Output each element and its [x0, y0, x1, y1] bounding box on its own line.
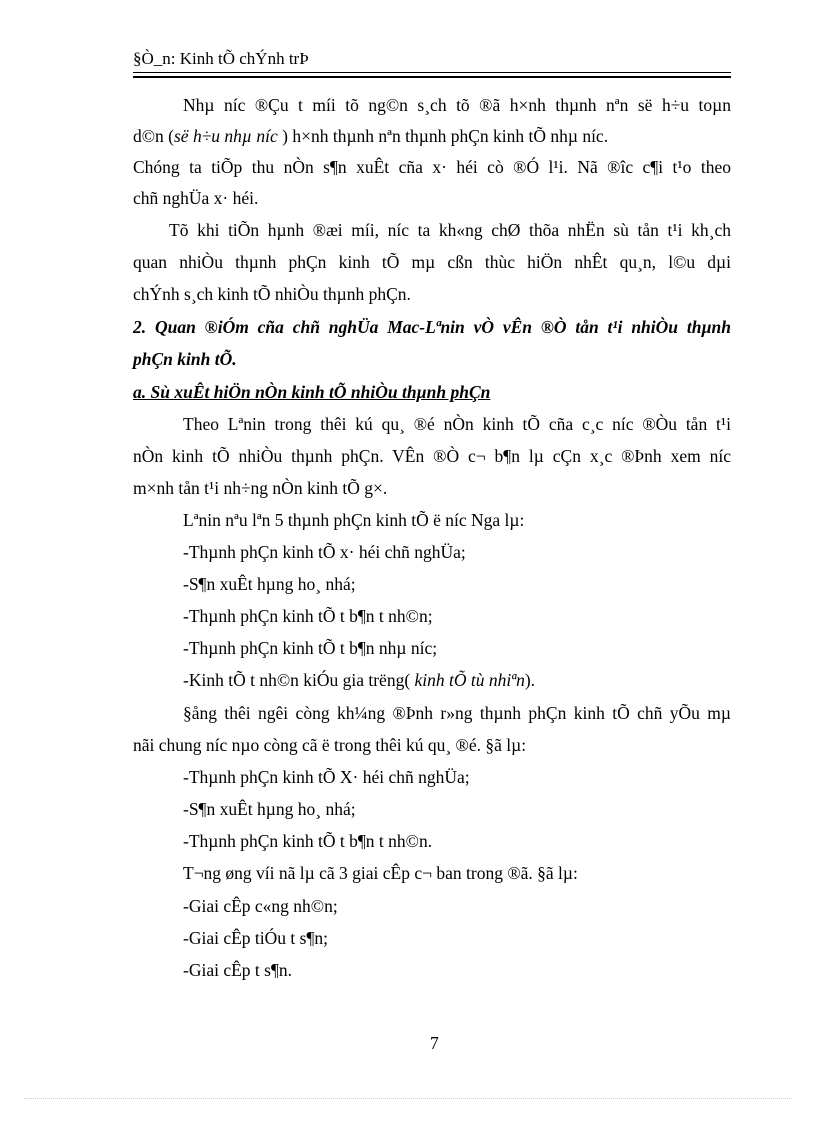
list-item: -Giai cÊp tiÓu t s¶n; [183, 928, 328, 948]
text-span: d©n ( [133, 126, 174, 146]
body-line: Tõ khi tiÕn hµnh ®æi míi, níc ta kh«ng chØ thõa nhËn sù tån t¹i kh¸ch [169, 220, 731, 240]
list-item: -Giai cÊp c«ng nh©n; [183, 896, 338, 916]
list-item: -S¶n xuÊt hµng ho¸ nhá; [183, 574, 356, 594]
text-span: ) h×nh thµnh nªn thµnh phÇn kinh tÕ nhµ níc. [277, 126, 609, 146]
list-item [183, 672, 535, 690]
header-rule-thin [133, 72, 731, 73]
subsection-heading: a. Sù xuÊt hiÖn nÒn kinh tÕ nhiÒu thµnh phÇn [133, 382, 491, 402]
header-rule-thick [133, 76, 731, 78]
italic-span: së h÷u nhµ níc [174, 126, 278, 146]
list-item: -Thµnh phÇn kinh tÕ X· héi chñ nghÜa; [183, 767, 470, 787]
body-line: chÝnh s¸ch kinh tÕ nhiÒu thµnh phÇn. [133, 284, 411, 304]
list-item: -Thµnh phÇn kinh tÕ x· héi chñ nghÜa; [183, 542, 466, 562]
body-line: Nhµ níc ®Çu t míi tõ ng©n s¸ch tõ ®ã h×nh thµnh nªn së h÷u toµn [183, 95, 731, 115]
body-line: Chóng ta tiÕp thu nÒn s¶n xuÊt cña x· héi cò ®Ó l¹i. Nã ®îc c¶i t¹o theo [133, 157, 731, 177]
list-item: -Thµnh phÇn kinh tÕ t b¶n nhµ níc; [183, 638, 438, 658]
body-line [133, 128, 608, 146]
list-item: -S¶n xuÊt hµng ho¸ nhá; [183, 799, 356, 819]
body-line: T¬ng øng víi nã lµ cã 3 giai cÊp c¬ ban trong ®ã. §ã lµ: [183, 863, 578, 883]
list-item: -Thµnh phÇn kinh tÕ t b¶n t nh©n. [183, 831, 433, 851]
body-line: quan nhiÒu thµnh phÇn kinh tÕ mµ cßn thùc hiÖn nhÊt qu¸n, l©u dµi [133, 252, 731, 272]
section-heading: phÇn kinh tÕ. [133, 349, 237, 369]
body-line: nãi chung níc nµo còng cã ë trong thêi kú qu¸ ®é. §ã lµ: [133, 735, 527, 755]
body-line: m×nh tån t¹i nh÷ng nÒn kinh tÕ g×. [133, 478, 388, 498]
text-span: ). [524, 670, 536, 690]
page-edge-divider [24, 1098, 792, 1099]
list-item: -Thµnh phÇn kinh tÕ t b¶n t nh©n; [183, 606, 433, 626]
body-line: chñ nghÜa x· héi. [133, 188, 259, 208]
body-line: nÒn kinh tÕ nhiÒu thµnh phÇn. VÊn ®Ò c¬ b¶n lµ cÇn x¸c ®Þnh xem níc [133, 446, 731, 466]
italic-span: kinh tÕ tù nhiªn [414, 670, 525, 690]
body-line: Lªnin nªu lªn 5 thµnh phÇn kinh tÕ ë níc Nga lµ: [183, 510, 525, 530]
page-header: §Ò_n: Kinh tÕ chÝnh trÞ [133, 49, 309, 68]
list-item: -Giai cÊp t s¶n. [183, 960, 293, 980]
section-heading: 2. Quan ®iÓm cña chñ nghÜa Mac-Lªnin vÒ vÊn ®Ò tån t¹i nhiÒu thµnh [133, 317, 731, 337]
body-line: Theo Lªnin trong thêi kú qu¸ ®é nÒn kinh tÕ cña c¸c níc ®Òu tån t¹i [183, 414, 731, 434]
text-span: -Kinh tÕ t nh©n kiÓu gia trëng( [183, 670, 415, 690]
body-line: §ång thêi ngêi còng kh¼ng ®Þnh r»ng thµnh phÇn kinh tÕ chñ yÕu mµ [183, 703, 731, 723]
page-number: 7 [430, 1033, 439, 1053]
